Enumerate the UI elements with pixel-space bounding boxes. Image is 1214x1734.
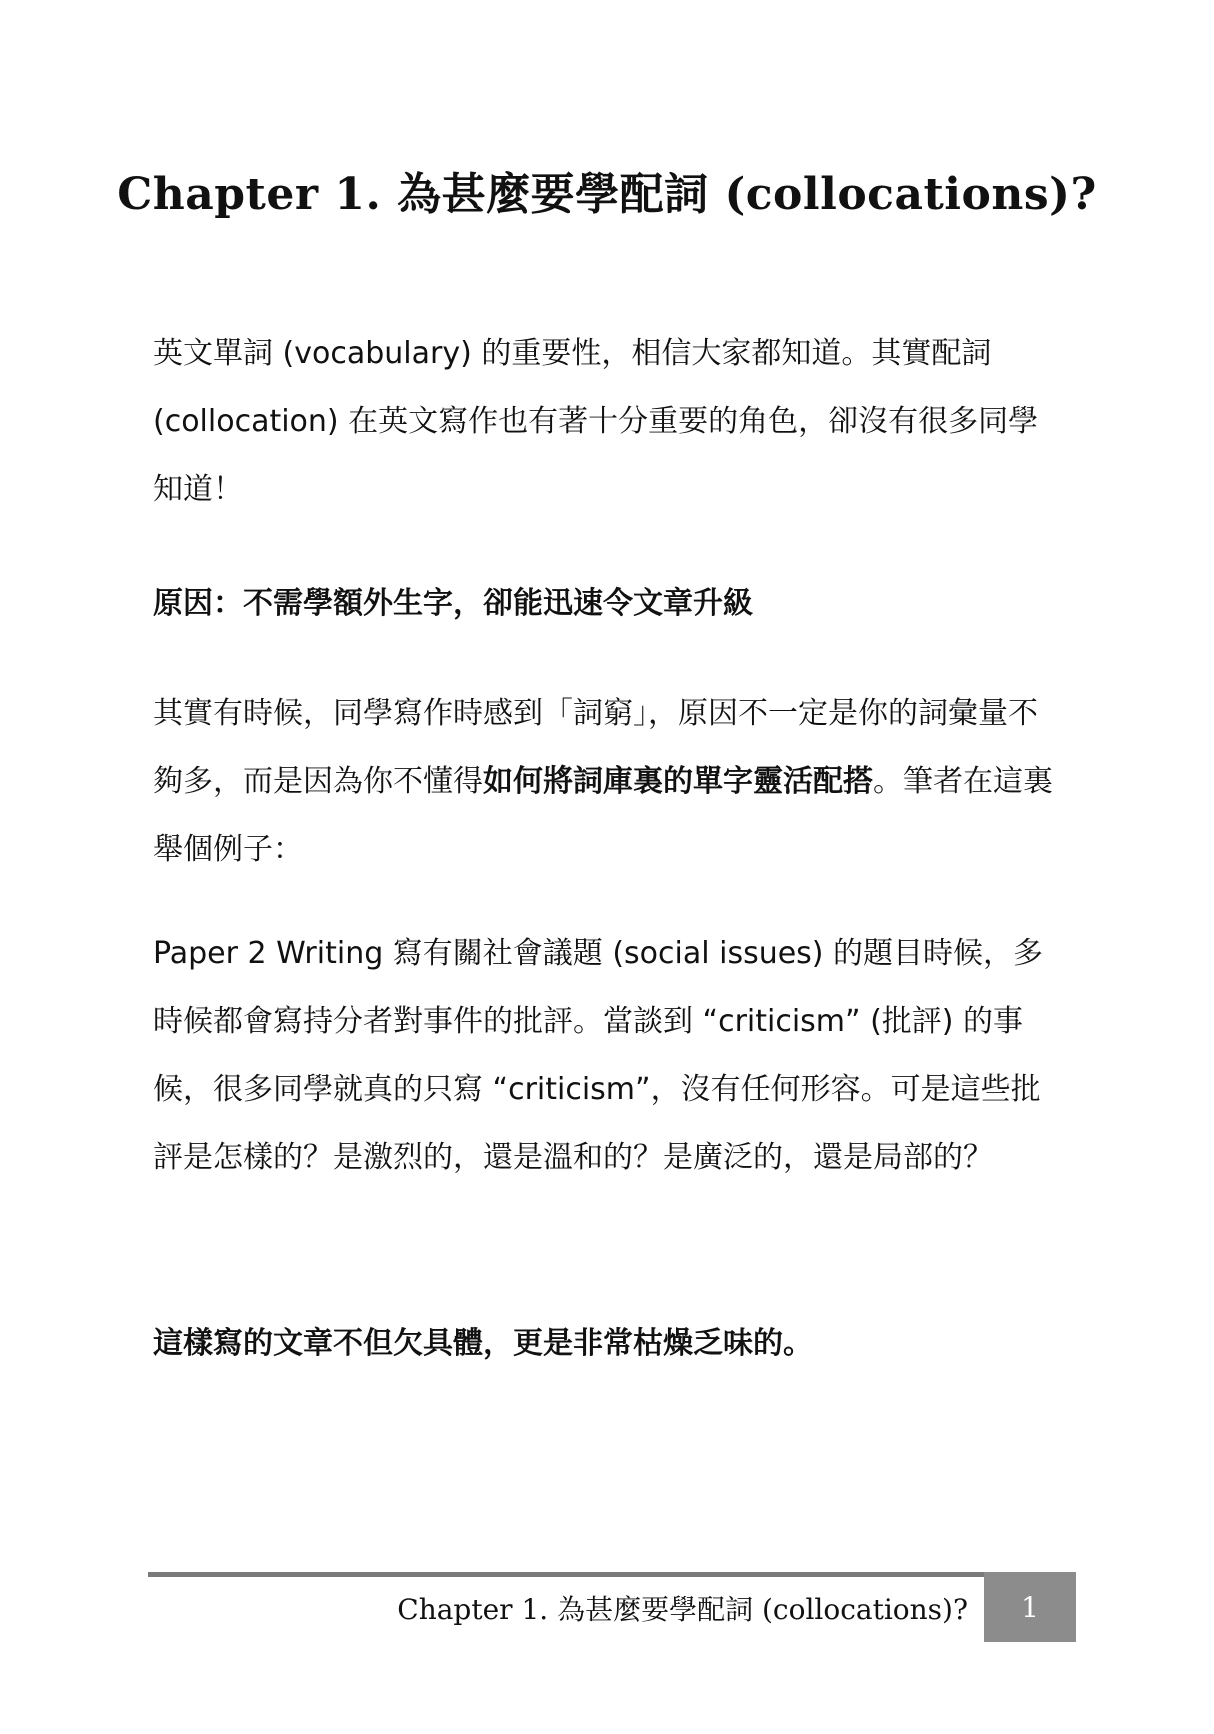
explanation-text-start: 其實有時候，同學寫作時感到「詞窮」，原因不一定是你的詞彙量不夠多，而是因為你不懂得	[153, 696, 1038, 799]
page-number: 1	[1021, 1590, 1039, 1624]
intro-paragraph: 英文單詞 (vocabulary) 的重要性，相信大家都知道。其實配詞 (collocation) 在英文寫作也有著十分重要的角色，卻沒有很多同學知道！	[153, 336, 1039, 507]
explanation-text-end: 。筆者在這裏舉個例子：	[153, 764, 1053, 867]
footer-divider	[148, 1572, 1076, 1577]
page-number-badge	[984, 1572, 1076, 1642]
reason-heading: 原因：不需學額外生字，卻能迅速令文章升級	[153, 586, 753, 621]
conclusion-paragraph: 這樣寫的文章不但欠具體，更是非常枯燥乏味的。	[153, 1326, 813, 1361]
example-paragraph: Paper 2 Writing 寫有關社會議題 (social issues) 的題目時候，多時候都會寫持分者對事件的批評。當談到 “criticism” (批評) 的事候，很多同學就真的只寫 “criticism”，沒有任何形容。可是這些批評是怎樣的？是激烈的，還是溫和的？是廣泛的，還是局部的？	[153, 936, 1044, 1175]
chapter-title: Chapter 1. 為甚麼要學配詞 (collocations)?	[117, 169, 1097, 220]
explanation-emphasis: 如何將詞庫裏的單字靈活配搭	[483, 764, 873, 799]
footer-running-title: Chapter 1. 為甚麼要學配詞 (collocations)?	[397, 1593, 968, 1626]
explanation-paragraph	[153, 680, 1063, 884]
